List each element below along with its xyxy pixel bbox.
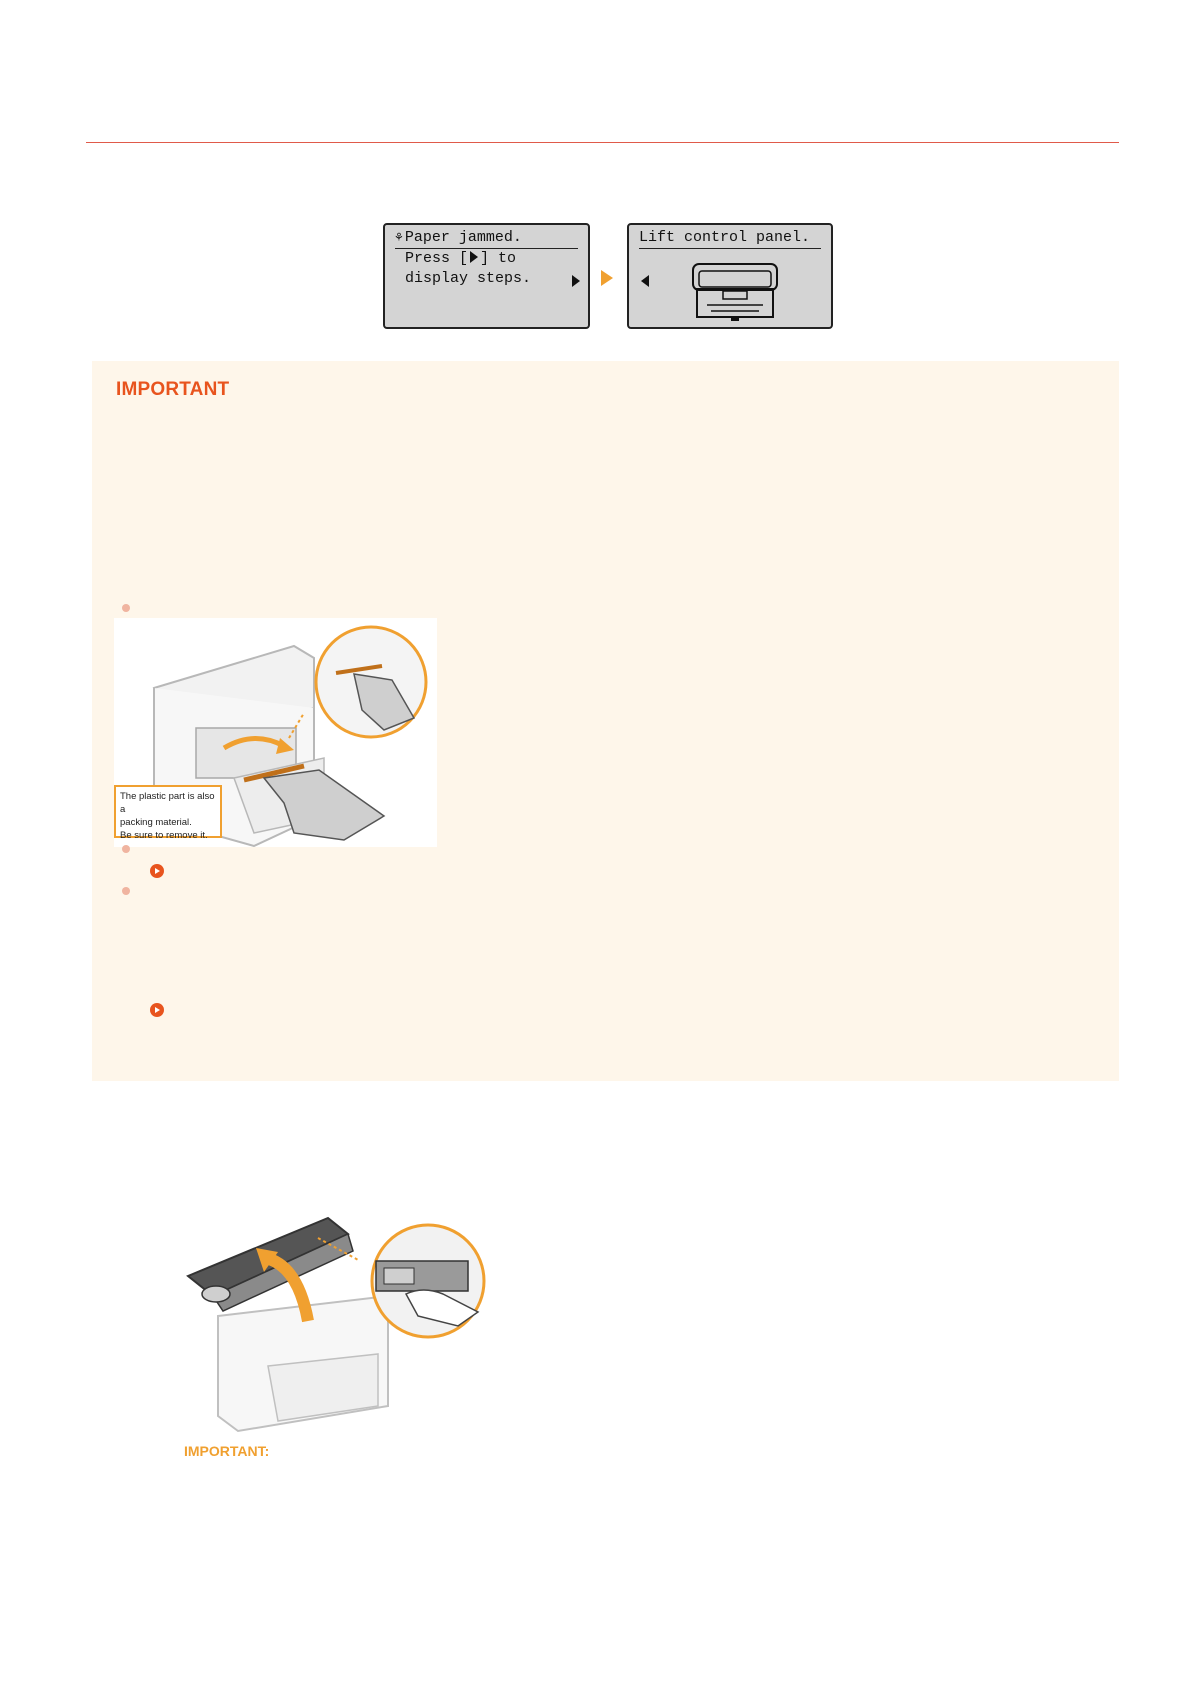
lcd-title: Lift control panel. xyxy=(639,229,821,249)
link-arrow-icon[interactable] xyxy=(150,864,164,878)
bullet-icon xyxy=(122,887,130,895)
step-important-label: IMPORTANT: xyxy=(184,1443,270,1459)
link-arrow-icon[interactable] xyxy=(150,1003,164,1017)
bullet-icon xyxy=(122,604,130,612)
left-arrow-icon xyxy=(641,275,649,287)
paper-jam-icon: ⚘ xyxy=(395,230,403,245)
section-divider xyxy=(86,142,1119,143)
printer-illustration-icon xyxy=(687,261,783,323)
next-step-arrow-icon xyxy=(601,270,613,286)
right-arrow-icon xyxy=(470,251,478,263)
right-arrow-icon xyxy=(572,275,580,287)
lcd-screen-lift-panel xyxy=(627,223,833,329)
lcd-line-display: display steps. xyxy=(405,270,532,287)
lcd-screen-paper-jammed xyxy=(383,223,590,329)
lcd-line-press: Press [ ] to xyxy=(405,250,517,267)
bullet-icon xyxy=(122,845,130,853)
packing-material-callout: The plastic part is also a packing material. Be sure to remove it. xyxy=(114,785,222,838)
lift-control-panel-illustration xyxy=(178,1216,498,1436)
important-heading: IMPORTANT xyxy=(116,379,230,400)
important-box xyxy=(92,361,1119,1081)
lcd-title: ⚘ Paper jammed. xyxy=(395,229,578,249)
